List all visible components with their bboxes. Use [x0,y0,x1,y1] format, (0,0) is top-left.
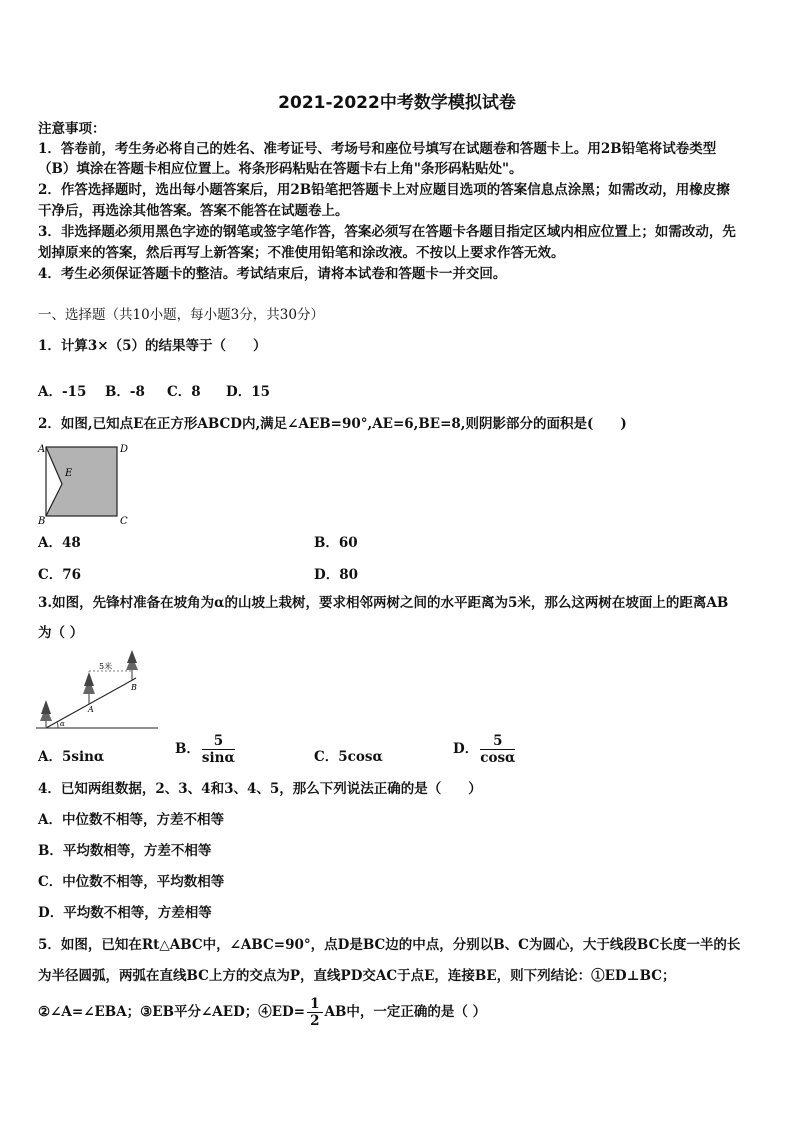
section-heading: 一、选择题（共10小题，每小题3分，共30分） [38,307,324,323]
q3-option-a: A．5sinα [38,749,105,765]
q2-option-d: D．80 [314,567,358,583]
q4-option-a: A．中位数不相等，方差不相等 [38,812,224,828]
slope-figure [34,648,164,734]
notice-line: 4．考生必须保证答题卡的整洁。考试结束后，请将本试卷和答题卡一并交回。 [38,266,507,282]
notice-line: 1．答卷前，考生务必将自己的姓名、准考证号、考场号和座位号填写在试题卷和答题卡上。用2B铅笔将试卷类型 [38,141,717,157]
label-distance: 5米 [99,662,113,671]
tree-icon [126,650,138,680]
label-d: D [120,444,129,455]
question-4-stem: 4．已知两组数据，2、3、4和3、4、5，那么下列说法正确的是（ ） [38,781,482,797]
label-b: B [131,683,137,692]
tree-icon [40,700,52,727]
q3-option-c: C．5cosα [314,749,383,765]
page-title: 2021-2022中考数学模拟试卷 [278,93,516,113]
notice-line: 划掉原来的答案，然后再写上新答案；不准使用铅笔和涂改液。不按以上要求作答无效。 [38,245,565,261]
label-a: A [38,444,46,455]
q2-option-b: B．60 [314,535,358,551]
notice-heading: 注意事项： [38,121,106,137]
question-3-stem: 3.如图，先锋村准备在坡角为α的山坡上栽树，要求相邻两树之间的水平距离为5米，那么这两树在坡面上的距离AB [38,595,729,611]
q1-option-c: C．8 [167,384,201,400]
q1-option-d: D．15 [226,384,270,400]
question-1-stem: 1．计算3×（5）的结果等于（ ） [38,338,267,354]
square-figure [34,440,134,530]
notice-line: 干净后，再选涂其他答案。答案不能答在试题卷上。 [38,203,349,219]
notice-line: 3．非选择题必须用黑色字迹的钢笔或签字笔作答，答案必须写在答题卡各题目指定区域内相应位置上；如需改动，先 [38,224,736,240]
question-3-stem-cont: 为（ ） [38,625,84,641]
q3-option-d: D． $\frac{5}{\cos\alpha}$ [453,733,516,766]
label-b: B [38,516,46,527]
q4-option-d: D．平均数不相等，方差相等 [38,905,212,921]
q2-option-c: C．76 [38,567,82,583]
q4-option-c: C．中位数不相等，平均数相等 [38,874,225,890]
question-2-stem: 2．如图,已知点E在正方形ABCD内,满足∠AEB=90°,AE=6,BE=8,则阴影部分的面积是( ) [38,416,627,432]
label-c: C [120,516,128,527]
notice-line: 2．作答选择题时，选出每小题答案后，用2B铅笔把答题卡上对应题目选项的答案信息点涂黑；如需改动，用橡皮擦 [38,182,730,198]
notice-line: （B）填涂在答题卡相应位置上。将条形码粘贴在答题卡右上角"条形码粘贴处"。 [38,161,523,177]
q3-option-b: B． $\frac{5}{\sin\alpha}$ [175,733,235,766]
q1-option-b: B．-8 [105,384,145,400]
label-alpha: α [60,720,65,728]
question-5-stem-cont2: ②∠A=∠EBA；③EB平分∠AED；④ED= $\frac{1}{2}$ AB中，一定正确的是（ ） [38,996,487,1029]
q2-option-a: A．48 [38,535,81,551]
question-5-stem-cont: 为半径圆弧，两弧在直线BC上方的交点为P，直线PD交AC于点E，连接BE，则下列结论：①ED⊥BC； [38,968,676,984]
label-a: A [88,705,94,714]
q1-option-a: A．-15 [38,384,87,400]
q4-option-b: B．平均数相等，方差不相等 [38,843,212,859]
tree-icon [83,672,95,704]
label-e: E [65,468,73,479]
question-5-stem: 5．如图，已知在Rt△ABC中，∠ABC=90°，点D是BC边的中点，分别以B、C为圆心，大于线段BC长度一半的长 [38,937,741,953]
